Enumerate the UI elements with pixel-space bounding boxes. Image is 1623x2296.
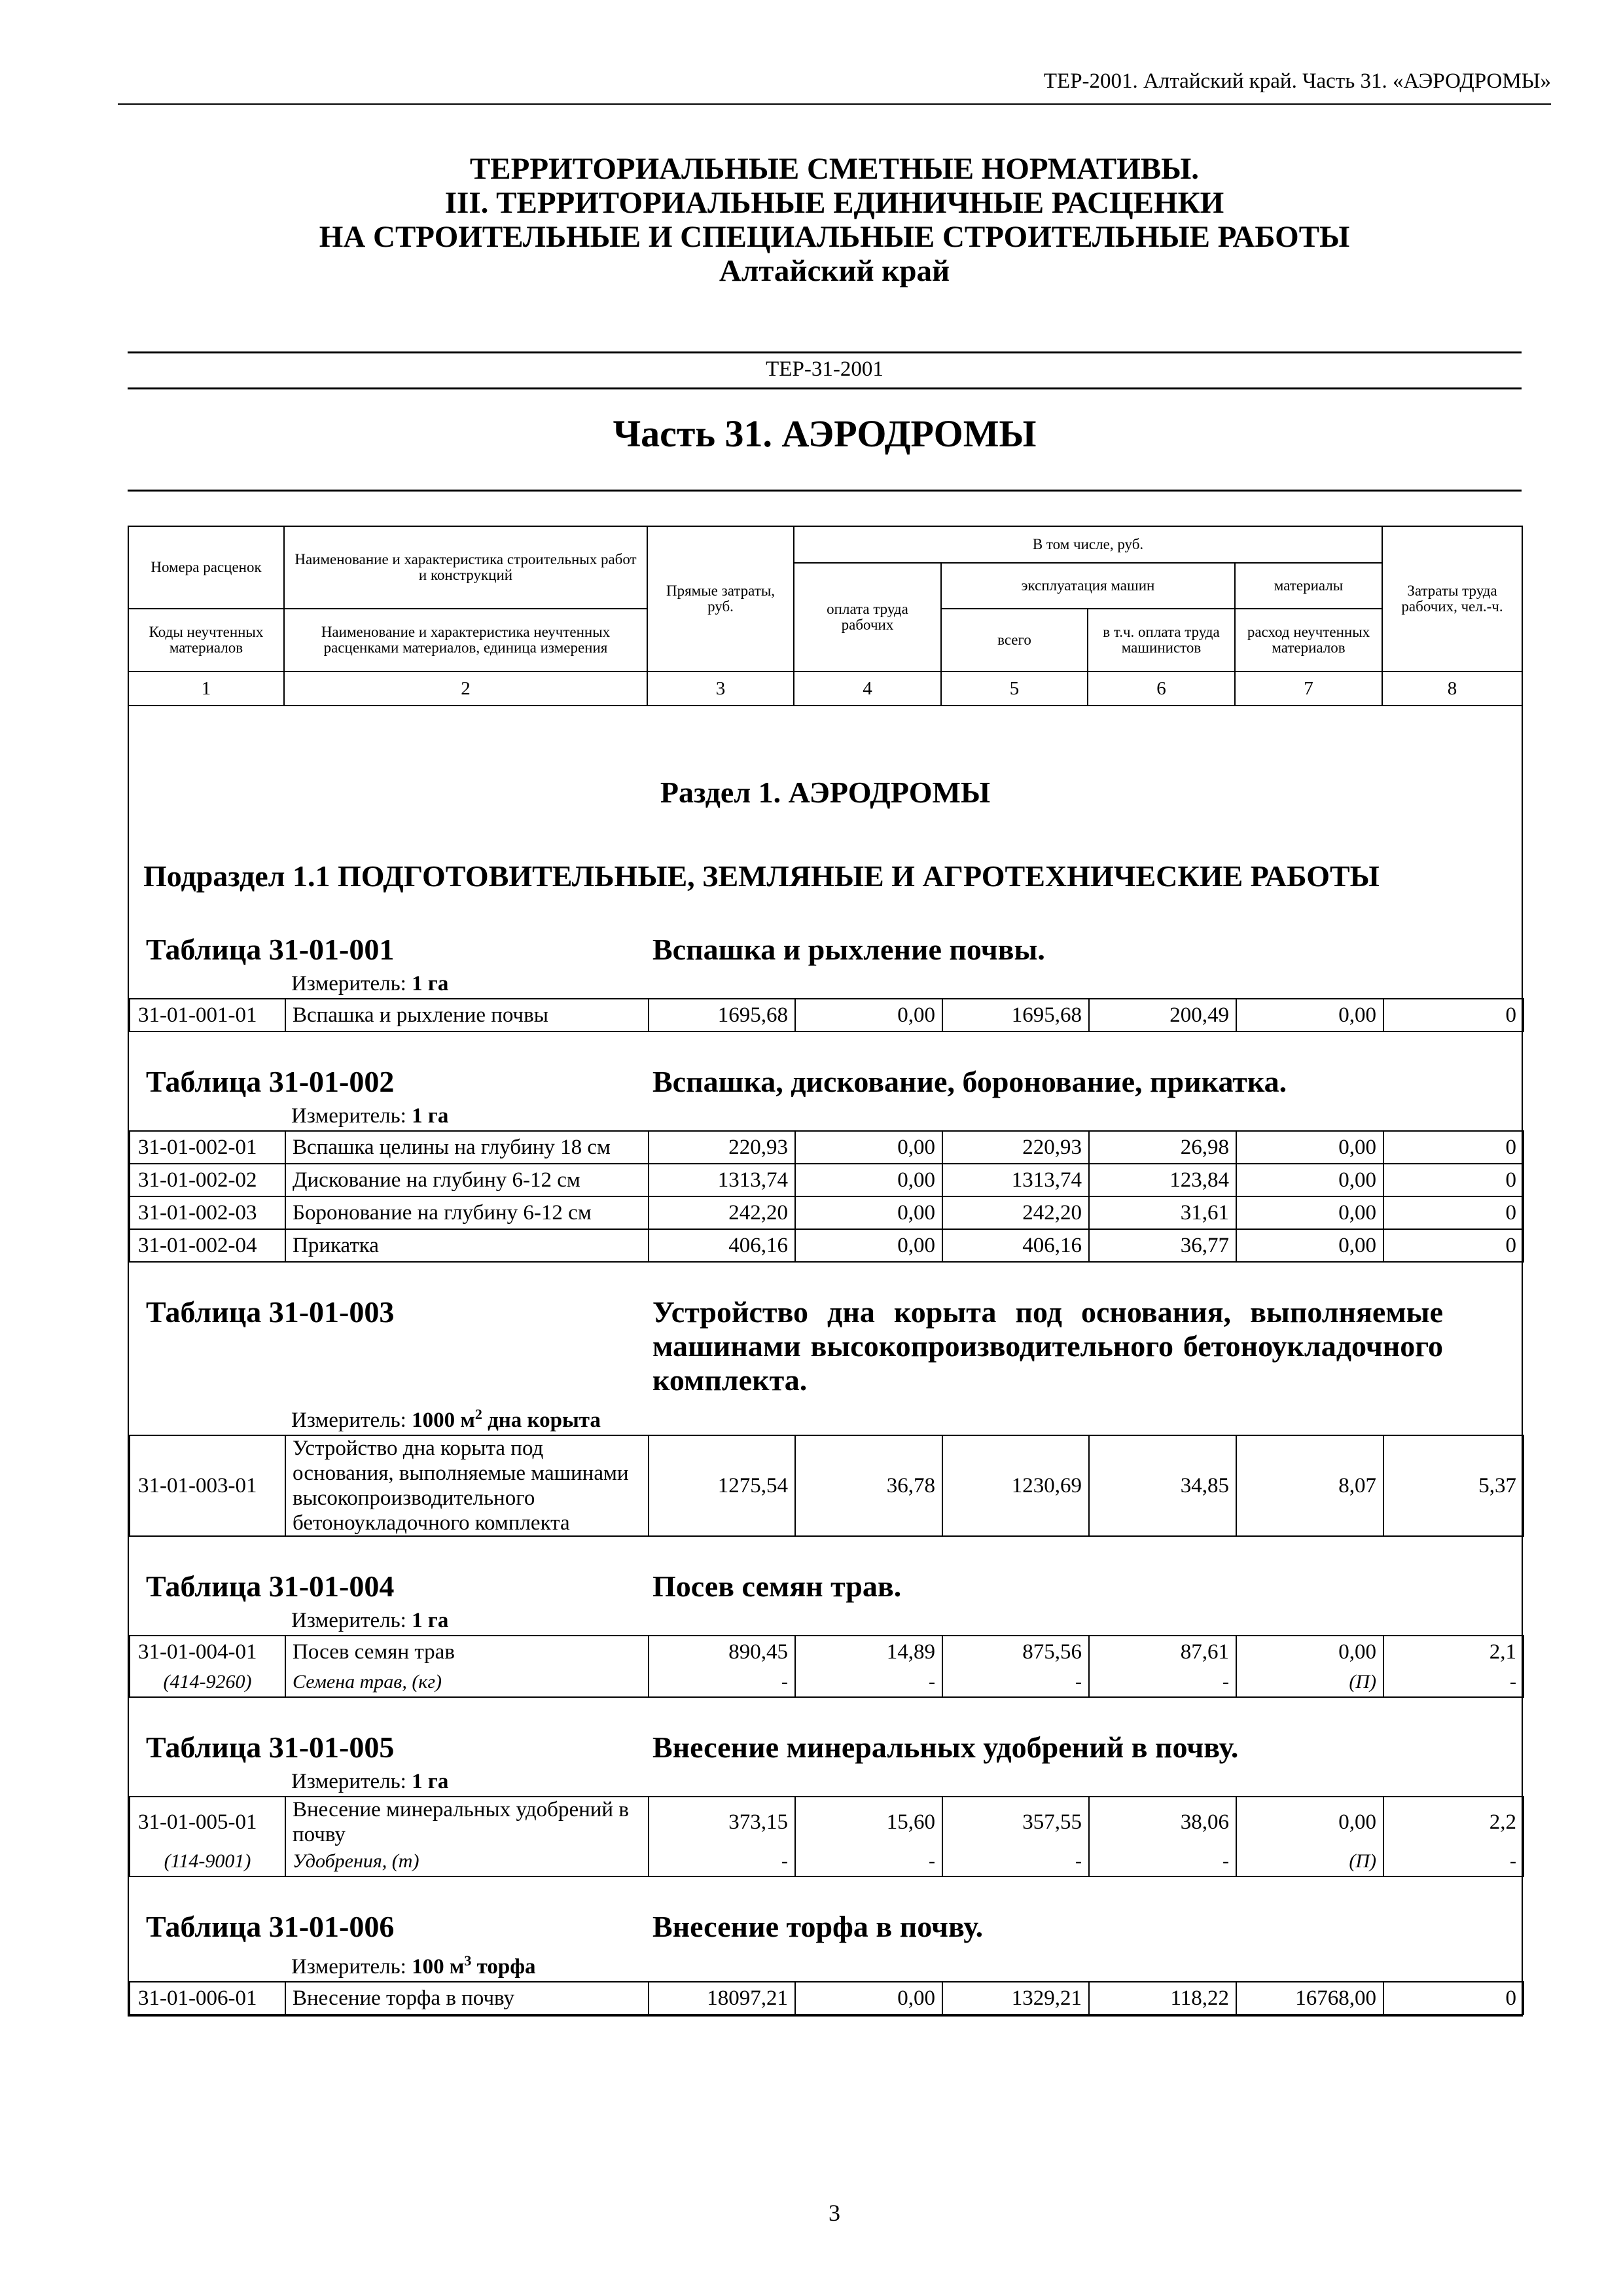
rate-table-meter [291,1604,1522,1635]
meter-label: Измеритель: [291,1104,406,1128]
rate-table-meter [291,967,1522,998]
table-row [130,1982,1524,2015]
main-title [118,152,1551,288]
column-number: 7 [1235,672,1382,706]
rate-tables [129,917,1522,2015]
main-title-line: НА СТРОИТЕЛЬНЫЕ И СПЕЦИАЛЬНЫЕ СТРОИТЕЛЬНЫЕ РАБОТЫ [319,220,1350,254]
machinist-pay: 87,61 [1089,1636,1236,1668]
material-name: Семена трав, (кг) [285,1668,649,1697]
table-body [128,706,1522,2016]
rate-table-number: Таблица 31-01-002 [146,1065,395,1098]
header-machinist-pay: в т.ч. оплата труда машинистов [1088,609,1235,672]
worker-pay: 15,60 [795,1797,942,1847]
worker-pay: 14,89 [795,1636,942,1668]
rate-code: 31-01-002-04 [130,1229,285,1262]
meter-value: 1000 м [412,1408,475,1432]
labor-hours: 0 [1383,1131,1524,1164]
labor-hours: 0 [1383,1164,1524,1196]
table-row [130,1164,1524,1196]
direct-costs: 242,20 [649,1196,795,1229]
meter-label: Измеритель: [291,1408,406,1432]
labor-hours: 5,37 [1383,1435,1524,1536]
rate-table-head [129,1554,1522,1635]
material-row [130,1847,1524,1876]
machinist-pay: 123,84 [1089,1164,1236,1196]
page-number: 3 [829,2200,840,2226]
labor-hours: 0 [1383,1229,1524,1262]
materials-cost: 16768,00 [1236,1982,1383,2015]
header-rule [118,103,1551,105]
material-consumption: (П) [1236,1847,1383,1876]
machines-total: 220,93 [942,1131,1089,1164]
rate-name: Устройство дна корыта под основания, выполняемые машинами высокопроизводительного бетоноукладочного комплекта [285,1435,649,1536]
material-value: - [942,1668,1089,1697]
meter-unit-exponent: 2 [474,1406,482,1422]
materials-cost: 0,00 [1236,999,1383,1031]
rate-table-title: Вспашка и рыхление почвы. [652,933,1045,966]
header-material-consumption: расход неучтенных материалов [1235,609,1382,672]
machinist-pay: 118,22 [1089,1982,1236,2015]
machinist-pay: 26,98 [1089,1131,1236,1164]
rate-table-number: Таблица 31-01-003 [146,1295,395,1329]
direct-costs: 18097,21 [649,1982,795,2015]
machines-total: 1695,68 [942,999,1089,1031]
part-rule [128,490,1522,492]
column-number: 3 [647,672,794,706]
worker-pay: 0,00 [795,1982,942,2015]
direct-costs: 1313,74 [649,1164,795,1196]
worker-pay: 0,00 [795,1164,942,1196]
rate-name: Внесение минеральных удобрений в почву [285,1797,649,1847]
meter-value: 1 га [412,1104,449,1128]
rate-name: Прикатка [285,1229,649,1262]
header-labor-hours: Затраты труда рабочих, чел.-ч. [1382,526,1522,672]
rate-name: Внесение торфа в почву [285,1982,649,2015]
table-gap [129,1877,1522,1894]
rate-table-block [129,1894,1522,2015]
rate-rows [129,1981,1524,2015]
material-value: - [795,1847,942,1876]
code-rule-top [128,351,1522,353]
column-number: 4 [794,672,941,706]
material-consumption: (П) [1236,1668,1383,1697]
table-row [130,1797,1524,1847]
machines-total: 357,55 [942,1797,1089,1847]
table-row [130,999,1524,1031]
meter-label: Измеритель: [291,1609,406,1632]
table-row [130,1196,1524,1229]
worker-pay: 0,00 [795,1131,942,1164]
rate-name: Посев семян трав [285,1636,649,1668]
rate-table-number: Таблица 31-01-005 [146,1731,395,1764]
part-title: Часть 31. АЭРОДРОМЫ [613,412,1037,455]
labor-hours: 2,2 [1383,1797,1524,1847]
material-value: - [1089,1847,1236,1876]
meter-suffix: торфа [471,1955,536,1979]
labor-hours: 0 [1383,1982,1524,2015]
material-value: - [795,1668,942,1697]
material-value: - [1089,1668,1236,1697]
rate-table-meter [291,1099,1522,1130]
material-value: - [1383,1847,1524,1876]
rate-rows [129,1796,1524,1877]
rate-code: 31-01-003-01 [130,1435,285,1536]
rate-table-block [129,1049,1522,1280]
material-code: (114-9001) [130,1847,285,1876]
rate-table-block [129,1554,1522,1715]
rate-table-meter [291,1765,1522,1796]
machines-total: 406,16 [942,1229,1089,1262]
meter-label: Измеритель: [291,1770,406,1793]
machines-total: 1313,74 [942,1164,1089,1196]
rate-table-number: Таблица 31-01-004 [146,1570,395,1603]
column-number: 2 [284,672,647,706]
meter-suffix: дна корыта [482,1408,601,1432]
worker-pay: 0,00 [795,999,942,1031]
main-title-line: ТЕРРИТОРИАЛЬНЫЕ СМЕТНЫЕ НОРМАТИВЫ. [469,152,1200,186]
material-code: (414-9260) [130,1668,285,1697]
materials-cost: 0,00 [1236,1196,1383,1229]
machinist-pay: 36,77 [1089,1229,1236,1262]
rate-code: 31-01-002-01 [130,1131,285,1164]
header-rate-number: Номера расценок [128,526,284,609]
rate-name: Боронование на глубину 6-12 см [285,1196,649,1229]
table-gap [129,1032,1522,1049]
document-code: ТЕР-31-2001 [766,357,883,381]
rate-name: Дискование на глубину 6-12 см [285,1164,649,1196]
header-machines-total: всего [941,609,1088,672]
rate-table-block [129,1715,1522,1894]
column-number: 8 [1382,672,1522,706]
direct-costs: 1695,68 [649,999,795,1031]
machines-total: 1329,21 [942,1982,1089,2015]
direct-costs: 406,16 [649,1229,795,1262]
materials-cost: 0,00 [1236,1636,1383,1668]
rate-table-number: Таблица 31-01-001 [146,933,395,966]
rate-table-title: Вспашка, дискование, боронование, прикатка. [652,1065,1287,1098]
header-work-name: Наименование и характеристика строительных работ и конструкций [284,526,647,609]
materials-cost: 0,00 [1236,1229,1383,1262]
material-value: - [649,1847,795,1876]
machinist-pay: 38,06 [1089,1797,1236,1847]
rate-rows [129,1435,1524,1537]
direct-costs: 373,15 [649,1797,795,1847]
materials-cost: 8,07 [1236,1435,1383,1536]
rate-table-title: Посев семян трав. [652,1570,902,1603]
direct-costs: 220,93 [649,1131,795,1164]
rates-table [128,526,1523,2017]
machinist-pay: 34,85 [1089,1435,1236,1536]
rate-rows [129,998,1524,1032]
labor-hours: 0 [1383,999,1524,1031]
rate-code: 31-01-002-02 [130,1164,285,1196]
machines-total: 875,56 [942,1636,1089,1668]
rate-code: 31-01-001-01 [130,999,285,1031]
rate-code: 31-01-005-01 [130,1797,285,1847]
worker-pay: 0,00 [795,1196,942,1229]
material-value: - [1383,1668,1524,1697]
header-machines: эксплуатация машин [941,563,1235,609]
meter-label: Измеритель: [291,972,406,996]
running-head: ТЕР-2001. Алтайский край. Часть 31. «АЭРОДРОМЫ» [1043,69,1551,93]
header-direct-costs: Прямые затраты, руб. [647,526,794,672]
machines-total: 242,20 [942,1196,1089,1229]
labor-hours: 0 [1383,1196,1524,1229]
table-row [130,1229,1524,1262]
rate-table-head [129,1280,1522,1435]
main-title-region: Алтайский край [719,254,950,288]
header-materials: материалы [1235,563,1382,609]
rate-table-title: Устройство дна корыта под основания, выполняемые машинами высокопроизводительного бетоноукладочного комплекта. [652,1295,1444,1397]
rate-table-title: Внесение торфа в почву. [652,1910,984,1943]
meter-value: 1 га [412,1609,449,1632]
material-value: - [942,1847,1089,1876]
rate-name: Вспашка и рыхление почвы [285,999,649,1031]
rate-table-block [129,917,1522,1049]
header-material-names: Наименование и характеристика неучтенных расценками материалов, единица измерения [284,609,647,672]
machinist-pay: 200,49 [1089,999,1236,1031]
table-gap [129,1698,1522,1715]
rate-table-head [129,1049,1522,1130]
table-gap [129,1537,1522,1554]
main-title-line: III. ТЕРРИТОРИАЛЬНЫЕ ЕДИНИЧНЫЕ РАСЦЕНКИ [444,186,1224,220]
rate-table-block [129,1280,1522,1554]
material-value: - [649,1668,795,1697]
material-row [130,1668,1524,1697]
column-number: 6 [1088,672,1235,706]
rate-name: Вспашка целины на глубину 18 см [285,1131,649,1164]
header-including: В том числе, руб. [794,526,1382,563]
rate-table-head [129,917,1522,998]
worker-pay: 0,00 [795,1229,942,1262]
subsection-heading: Подраздел 1.1 ПОДГОТОВИТЕЛЬНЫЕ, ЗЕМЛЯНЫЕ И АГРОТЕХНИЧЕСКИЕ РАБОТЫ [143,859,1380,893]
materials-cost: 0,00 [1236,1797,1383,1847]
direct-costs: 890,45 [649,1636,795,1668]
column-number: 1 [128,672,284,706]
rate-rows [129,1130,1524,1263]
rate-code: 31-01-004-01 [130,1636,285,1668]
materials-cost: 0,00 [1236,1164,1383,1196]
header-worker-pay: оплата труда рабочих [794,563,941,672]
table-row [130,1131,1524,1164]
meter-value: 1 га [412,972,449,996]
materials-cost: 0,00 [1236,1131,1383,1164]
rate-code: 31-01-002-03 [130,1196,285,1229]
direct-costs: 1275,54 [649,1435,795,1536]
worker-pay: 36,78 [795,1435,942,1536]
section-heading: Раздел 1. АЭРОДРОМЫ [660,776,991,809]
meter-unit-exponent: 3 [464,1952,472,1969]
table-row [130,1435,1524,1536]
labor-hours: 2,1 [1383,1636,1524,1668]
rate-table-head [129,1894,1522,1981]
material-name: Удобрения, (т) [285,1847,649,1876]
meter-label: Измеритель: [291,1955,406,1979]
rate-table-title: Внесение минеральных удобрений в почву. [652,1731,1239,1764]
meter-value: 1 га [412,1770,449,1793]
table-gap [129,1263,1522,1280]
rate-table-meter [291,1397,1522,1435]
rate-rows [129,1635,1524,1698]
machines-total: 1230,69 [942,1435,1089,1536]
column-number: 5 [941,672,1088,706]
rate-code: 31-01-006-01 [130,1982,285,2015]
header-material-codes: Коды неучтенных материалов [128,609,284,672]
meter-value: 100 м [412,1955,465,1979]
table-row [130,1636,1524,1668]
rate-table-meter [291,1944,1522,1981]
rate-table-head [129,1715,1522,1796]
machinist-pay: 31,61 [1089,1196,1236,1229]
code-rule-bottom [128,387,1522,389]
rate-table-number: Таблица 31-01-006 [146,1910,395,1943]
